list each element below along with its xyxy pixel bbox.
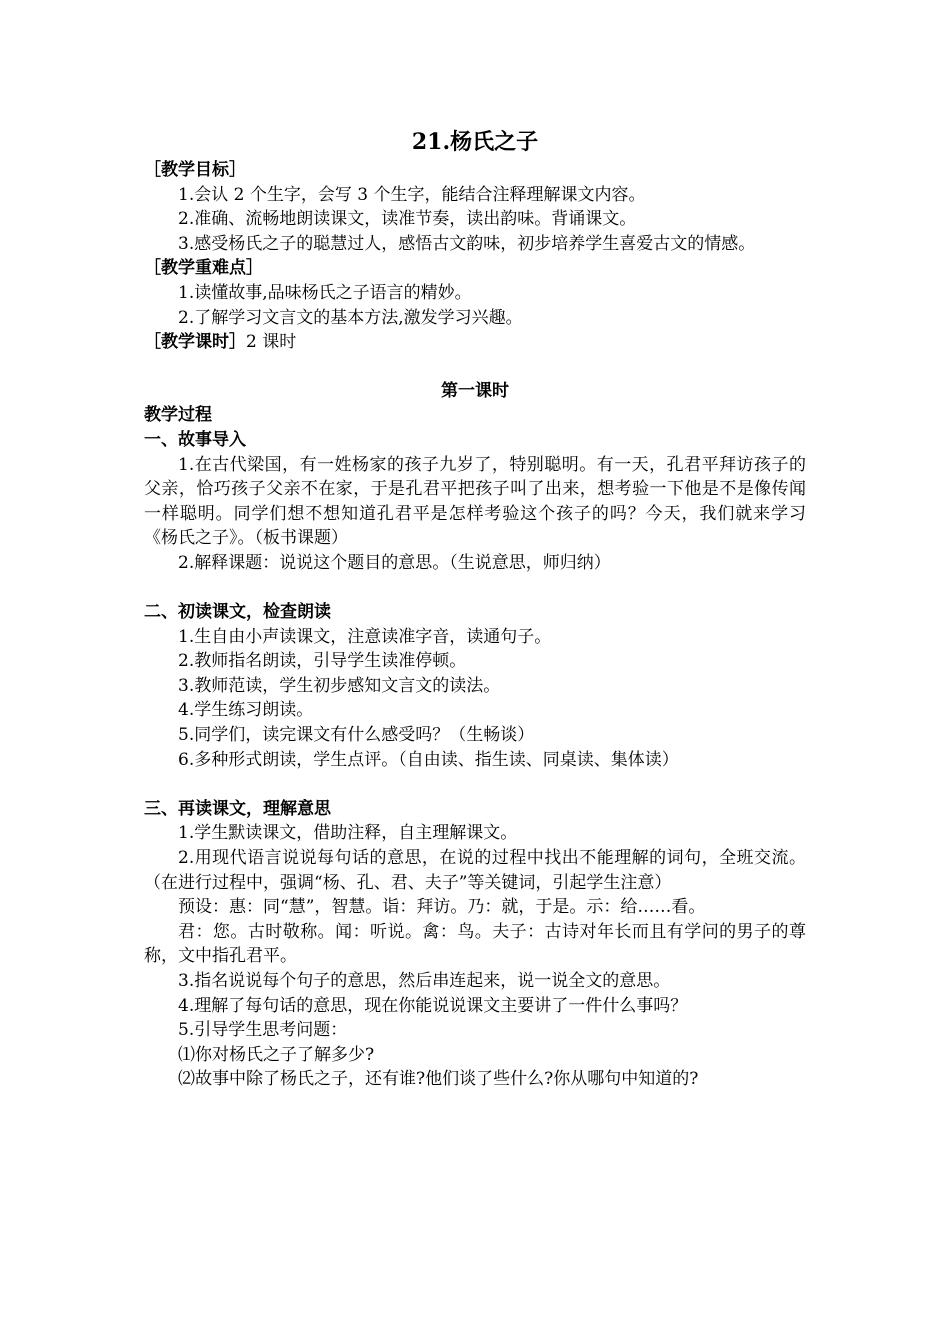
section-item: 3.教师范读，学生初步感知文言文的读法。 — [178, 675, 501, 696]
objective-item: 1.会认 2 个生字，会写 3 个生字，能结合注释理解课文内容。 — [178, 184, 646, 205]
section-item: 4.理解了每句话的意思，现在你能说说课文主要讲了一件什么事吗？ — [178, 995, 688, 1016]
section-item: 1.学生默读课文，借助注释，自主理解课文。 — [178, 823, 518, 844]
document-page — [144, 126, 806, 1092]
section-item: ⑵故事中除了杨氏之子，还有谁?他们谈了些什么?你从哪句中知道的? — [178, 1069, 699, 1090]
section-title: 二、初读课文，检查朗读 — [144, 602, 331, 623]
section-item: 1.生自由小声读课文，注意读准字音，读通句子。 — [178, 626, 552, 647]
spacer — [144, 576, 806, 601]
objective-item: 3.感受杨氏之子的聪慧过人，感悟古文韵味，初步培养学生喜爱古文的情感。 — [178, 233, 756, 254]
document-title: 21.杨氏之子 — [411, 129, 539, 155]
objectives-heading: ［教学目标］ — [144, 160, 246, 180]
section-item: 2.教师指名朗读，引导学生读准停顿。 — [178, 651, 467, 672]
periods-value: 2 课时 — [246, 332, 297, 353]
section-item: ⑴你对杨氏之子了解多少? — [178, 1044, 375, 1065]
section-item: 4.学生练习朗读。 — [178, 700, 314, 721]
section-item: 3.指名说说每个句子的意思，然后串连起来，说一说全文的意思。 — [178, 971, 671, 991]
section-item: 2.用现代语言说说每句话的意思，在说的过程中找出不能理解的词句，全班交流。（在进行过程中，强调“杨、孔、君、夫子”等关键词，引起学生注意） — [144, 848, 806, 893]
section-item: 5.引导学生思考问题： — [178, 1020, 348, 1041]
spacer — [144, 772, 806, 797]
section-title: 一、故事导入 — [144, 429, 246, 450]
section-item: 2.解释课题：说说这个题目的意思。（生说意思，师归纳） — [178, 552, 611, 573]
section-item: 5.同学们，读完课文有什么感受吗？（生畅谈） — [178, 725, 535, 746]
key-point-item: 2.了解学习文言文的基本方法,激发学习兴趣。 — [178, 307, 523, 328]
key-point-item: 1.读懂故事,品味杨氏之子语言的精妙。 — [178, 282, 472, 303]
section-title: 三、再读课文，理解意思 — [144, 798, 331, 819]
periods-line — [144, 330, 806, 355]
lesson-heading: 第一课时 — [441, 380, 509, 401]
section-item: 君：您。古时敬称。闻：听说。禽：鸟。夫子：古诗对年长而且有学问的男子的尊称，文中指孔君平。 — [144, 921, 806, 967]
section-item: 预设：惠：同“慧”，智慧。诣：拜访。乃：就，于是。示：给……看。 — [178, 897, 706, 918]
periods-heading: ［教学课时］ — [144, 332, 246, 353]
process-heading: 教学过程 — [144, 405, 212, 426]
section-item: 1.在古代梁国，有一姓杨家的孩子九岁了，特别聪明。有一天，孔君平拜访孩子的父亲，恰巧孩子父亲不在家，于是孔君平把孩子叫了出来，想考验一下他是不是像传闻一样聪明。同学们想不想知道孔君平是怎样考验这个孩子的吗？今天，我们就来学习《杨氏之子》。（板书课题） — [144, 454, 806, 549]
section-item: 6.多种形式朗读，学生点评。（自由读、指生读、同桌读、集体读） — [178, 749, 679, 770]
key-points-heading: ［教学重难点］ — [144, 258, 263, 279]
objective-item: 2.准确、流畅地朗读课文，读准节奏，读出韵味。背诵课文。 — [178, 209, 637, 230]
